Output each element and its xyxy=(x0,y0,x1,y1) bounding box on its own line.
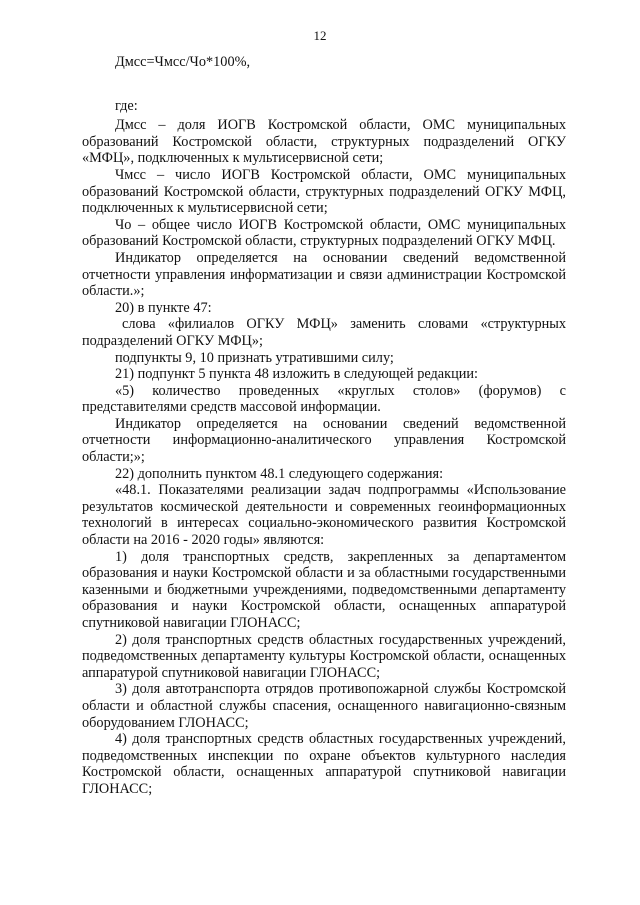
formula: Дмсс=Чмсс/Чо*100%, xyxy=(115,54,251,70)
indicator-note-informatization: Индикатор определяется на основании сведений ведомственной отчетности управления информатизации и связи администрации Костромской области.»; xyxy=(82,249,566,300)
indicator-4: 4) доля транспортных средств областных государственных учреждений, подведомственных инспекции по охране объектов культурного наследия Костромской области, оснащенных аппаратурой спутниковой навигации ГЛОНАСС; xyxy=(82,731,566,797)
item-20: 20) в пункте 47: xyxy=(115,299,212,316)
indicator-note-analytics: Индикатор определяется на основании сведений ведомственной отчетности информационно-аналитического управления Костромской области;»; xyxy=(82,415,566,466)
definition-dmss: Дмсс – доля ИОГВ Костромской области, ОМС муниципальных образований Костромской области, структурных подразделений ОГКУ «МФЦ», подключенных к мультисервисной сети; xyxy=(82,117,566,167)
item-21-subitem-5: «5) количество проведенных «круглых столов» (форумов) с представителями средств массовой информации. xyxy=(82,382,566,416)
definition-chmss: Чмсс – число ИОГВ Костромской области, ОМС муниципальных образований Костромской области, структурных подразделений ОГКУ МФЦ, подключенных к мультисервисной сети; xyxy=(82,166,566,217)
definition-cho: Чо – общее число ИОГВ Костромской области, ОМС муниципальных образований Костромской области, структурных подразделений ОГКУ МФЦ. xyxy=(82,216,566,250)
indicator-2: 2) доля транспортных средств областных государственных учреждений, подведомственных департаменту культуры Костромской области, оснащенных аппаратурой спутниковой навигации ГЛОНАСС; xyxy=(82,631,566,681)
item-21: 21) подпункт 5 пункта 48 изложить в следующей редакции: xyxy=(115,366,479,383)
item-20-subitems-void: подпункты 9, 10 признать утратившими силу; xyxy=(115,349,394,366)
item-22: 22) дополнить пунктом 48.1 следующего содержания: xyxy=(115,465,444,482)
document-body xyxy=(82,54,566,798)
item-20-words-replacement: слова «филиалов ОГКУ МФЦ» заменить словами «структурных подразделений ОГКУ МФЦ»; xyxy=(82,316,566,349)
indicator-1: 1) доля транспортных средств, закрепленных за департаментом образования и науки Костромской области и за областными государственными казенными и бюджетными учреждениями, подведомственными департаменту образования и науки Костромской области, оснащенных аппаратурой спутниковой навигации ГЛОНАСС; xyxy=(82,548,566,631)
indicator-3: 3) доля автотранспорта отрядов противопожарной службы Костромской области и областной службы спасения, оснащенного навигационно-связным оборудованием ГЛОНАСС; xyxy=(82,681,566,731)
where-label: где: xyxy=(115,97,138,114)
clause-48-1: «48.1. Показателями реализации задач подпрограммы «Использование результатов космической деятельности и современных геоинформационных технологий в интересах социально-экономического развития Костромской области на 2016 - 2020 годы» являются: xyxy=(82,482,566,549)
page-number: 12 xyxy=(313,28,327,43)
